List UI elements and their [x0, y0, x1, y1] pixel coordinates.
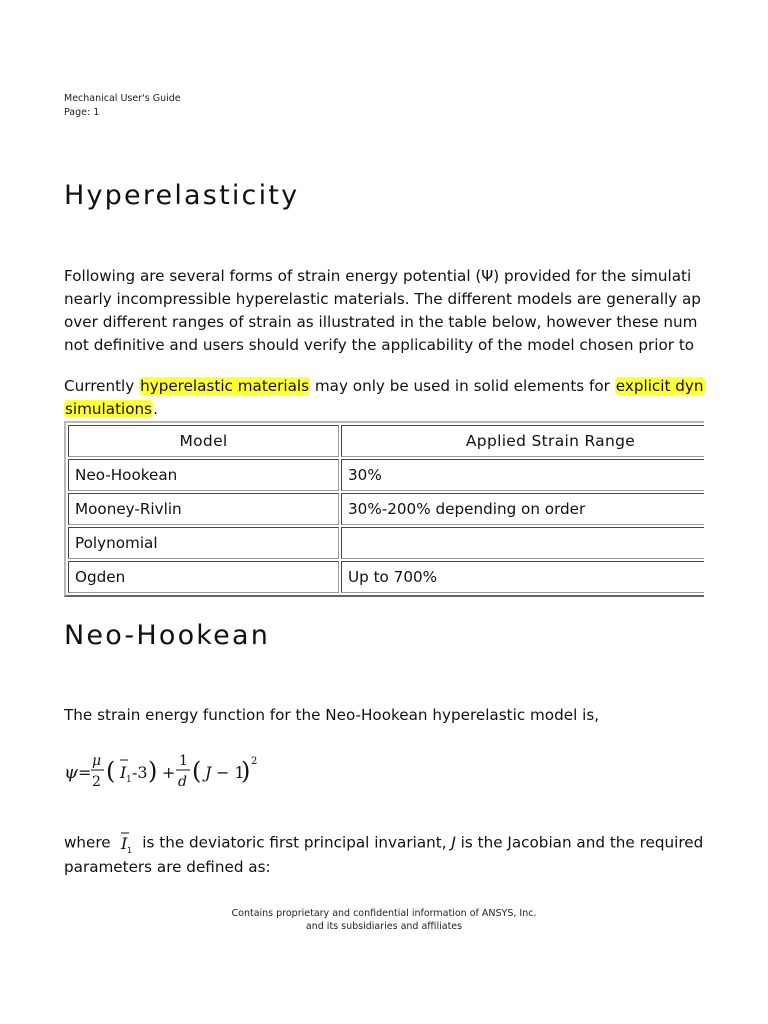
hyperelastic-materials-link[interactable]: hyperelastic materials [140, 377, 310, 395]
where-suffix: is the Jacobian and the required [455, 833, 704, 852]
where-prefix: where [64, 833, 116, 852]
intro-line-4: not definitive and users should verify the applicability of the model chosen prior to [64, 336, 695, 354]
where-middle: is the deviatoric first principal invariant, [137, 833, 452, 852]
section-title-neo-hookean: Neo-Hookean [64, 620, 271, 651]
table-header-row [68, 425, 760, 457]
svg-text:1: 1 [179, 753, 188, 769]
table-row [68, 459, 760, 491]
deviatoric-invariant-i1-icon [115, 830, 137, 856]
svg-text:μ: μ [92, 753, 102, 769]
page-number: Page: 1 [64, 107, 100, 118]
svg-text:=: = [78, 763, 92, 782]
page-header [64, 92, 181, 120]
neo-hookean-strain-energy-formula-icon [64, 748, 264, 794]
table-cell-model: Polynomial [68, 527, 339, 559]
table-row [68, 527, 760, 559]
strain-range-table [64, 421, 764, 597]
table-header-model: Model [68, 425, 339, 457]
table-row [68, 561, 760, 593]
svg-text:J: J [205, 763, 212, 782]
section-title-hyperelasticity: Hyperelasticity [64, 180, 300, 211]
svg-text:2: 2 [251, 756, 258, 767]
svg-text:I: I [121, 834, 128, 853]
table-cell-model: Ogden [68, 561, 339, 593]
svg-text:(: ( [106, 757, 116, 785]
table-cell-range [341, 527, 760, 559]
svg-text:): ) [241, 757, 251, 785]
currently-middle: may only be used in solid elements for [310, 377, 615, 395]
jacobian-symbol: J [451, 833, 456, 852]
where-line-2: parameters are defined as: [64, 858, 271, 876]
svg-text:1: 1 [126, 775, 132, 785]
footer-line-1: Contains proprietary and confidential information of ANSYS, Inc. [231, 908, 537, 919]
neo-hookean-lead: The strain energy function for the Neo-Hookean hyperelastic model is, [64, 706, 600, 724]
svg-text:+: + [162, 763, 176, 782]
table-cell-range: 30% [341, 459, 760, 491]
table-row [68, 493, 760, 525]
currently-paragraph [64, 375, 705, 421]
intro-line-1: Following are several forms of strain energy potential (Ψ) provided for the simulati [64, 267, 692, 285]
currently-suffix: . [153, 400, 158, 418]
svg-text:): ) [148, 757, 158, 785]
page-footer [0, 907, 768, 933]
where-paragraph [64, 830, 703, 879]
table-cell-model: Mooney-Rivlin [68, 493, 339, 525]
table-cell-range: Up to 700% [341, 561, 760, 593]
svg-text:1: 1 [127, 846, 133, 855]
intro-line-2: nearly incompressible hyperelastic materials. The different models are generally ap [64, 290, 701, 308]
page-right-edge [704, 410, 768, 610]
guide-title: Mechanical User's Guide [64, 93, 181, 104]
svg-text:I: I [120, 763, 127, 782]
explicit-dynamics-link-cont[interactable]: simulations [65, 400, 153, 418]
svg-text:(: ( [192, 757, 202, 785]
svg-text:-3: -3 [132, 763, 148, 782]
table-cell-model: Neo-Hookean [68, 459, 339, 491]
svg-text:− 1: − 1 [216, 763, 245, 782]
table-header-strain-range: Applied Strain Range [341, 425, 760, 457]
footer-line-2: and its subsidiaries and affiliates [305, 921, 463, 932]
intro-line-3: over different ranges of strain as illustrated in the table below, however these num [64, 313, 698, 331]
svg-text:ψ: ψ [64, 762, 79, 783]
intro-paragraph [64, 265, 701, 357]
currently-prefix: Currently [64, 377, 140, 395]
table-cell-range: 30%-200% depending on order [341, 493, 760, 525]
svg-text:2: 2 [92, 774, 101, 790]
svg-text:d: d [178, 774, 187, 790]
explicit-dynamics-link[interactable]: explicit dyn [615, 377, 704, 395]
